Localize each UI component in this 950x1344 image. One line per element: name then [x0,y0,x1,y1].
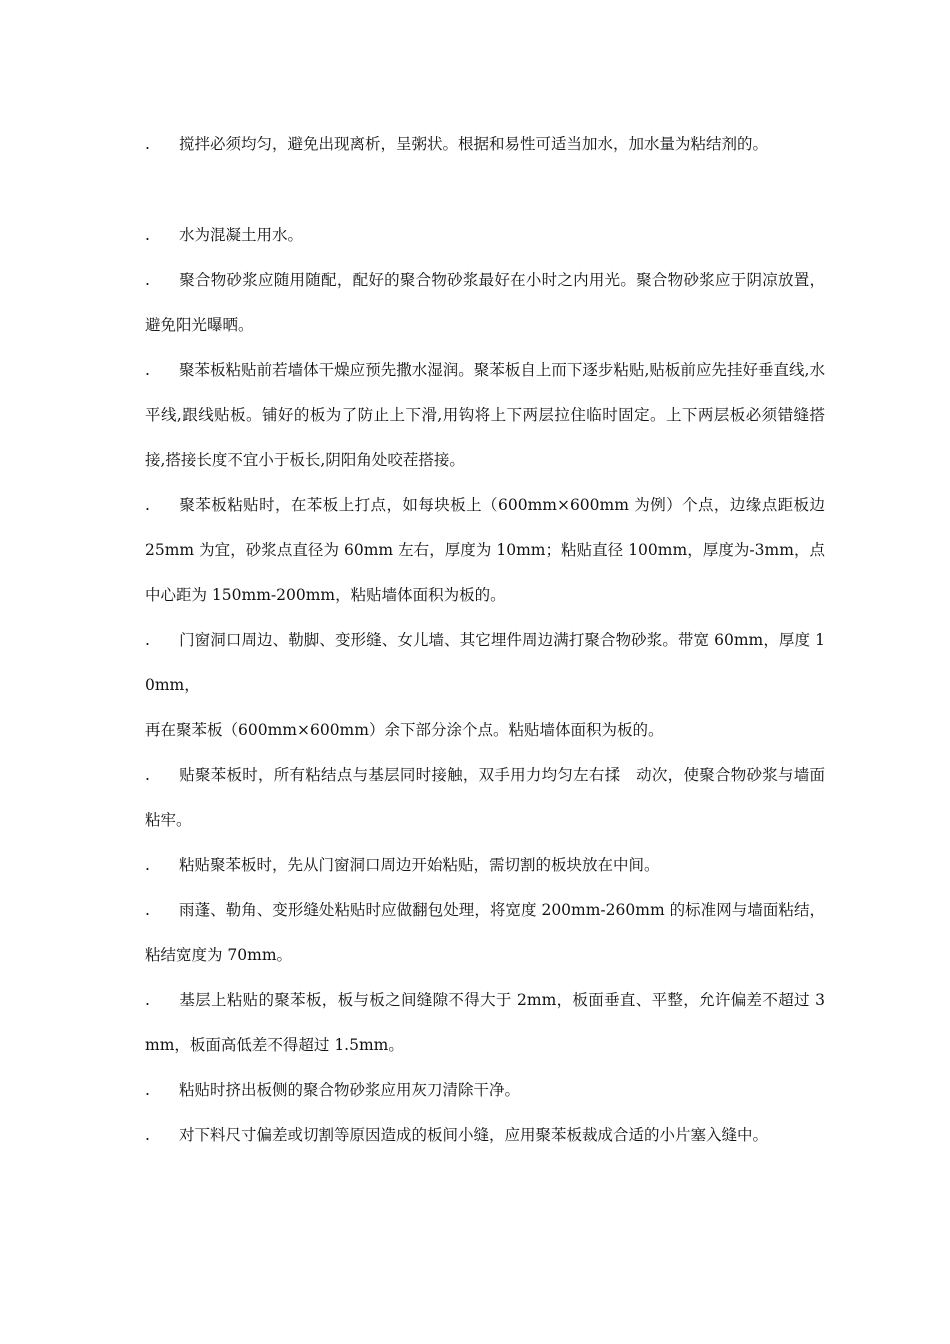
paragraph-text: 基层上粘贴的聚苯板，板与板之间缝隙不得大于 2mm，板面垂直、平整，允许偏差不超过 3mm，板面高低差不得超过 1.5mm。 [145,991,825,1054]
bullet-marker: . [145,271,150,289]
paragraph-text: 聚合物砂浆应随用随配，配好的聚合物砂浆最好在小时之内用光。聚合物砂浆应于阴凉放置，避免阳光曝晒。 [145,271,825,334]
paragraph-order [145,843,825,888]
paragraph-text: 对下料尺寸偏差或切割等原因造成的板间小缝，应用聚苯板裁成合适的小片塞入缝中。 [179,1126,769,1144]
bullet-marker: . [145,496,150,514]
paragraph-text: 粘贴聚苯板时，先从门窗洞口周边开始粘贴，需切割的板块放在中间。 [179,856,660,874]
paragraph-text: 粘贴时挤出板侧的聚合物砂浆应用灰刀清除干净。 [179,1081,521,1099]
paragraph-board-preparation [145,348,825,483]
bullet-marker: . [145,901,150,919]
paragraph-text: 水为混凝土用水。 [179,226,304,244]
bullet-marker: . [145,856,150,874]
bullet-marker: . [145,135,150,153]
paragraph-gap-filling [145,1113,825,1158]
paragraph-remaining-dots [145,708,825,753]
paragraph-mixing [145,122,825,167]
paragraph-text: 聚苯板粘贴时，在苯板上打点，如每块板上（600mm×600mm 为例）个点，边缘点距板边 25mm 为宜，砂浆点直径为 60mm 左右，厚度为 10mm；粘贴直径 100mm，厚度为-3mm，点中心距为 150mm-200mm，粘贴墙体面积为板的。 [145,496,825,604]
bullet-marker: . [145,631,150,649]
paragraph-text: 雨蓬、勒角、变形缝处粘贴时应做翻包处理，将宽度 200mm-260mm 的标准网与墙面粘结，粘结宽度为 70mm。 [145,901,825,964]
bullet-marker: . [145,766,150,784]
paragraph-wrapping [145,888,825,978]
bullet-marker: . [145,361,150,379]
paragraph-text: 聚苯板粘贴前若墙体干燥应预先撒水湿润。聚苯板自上而下逐步粘贴,贴板前应先挂好垂直线,水平线,跟线贴板。铺好的板为了防止上下滑,用钩将上下两层拉住临时固定。上下两层板必须错缝搭接,搭接长度不宜小于板长,阴阳角处咬茬搭接。 [145,361,825,469]
paragraph-openings [145,618,825,708]
paragraph-text: 再在聚苯板（600mm×600mm）余下部分涂个点。粘贴墙体面积为板的。 [145,721,664,739]
bullet-marker: . [145,226,150,244]
document-body [145,122,825,1158]
paragraph-text: 贴聚苯板时，所有粘结点与基层同时接触，双手用力均匀左右揉 动次，使聚合物砂浆与墙面粘牢。 [145,766,825,829]
bullet-marker: . [145,1081,150,1099]
paragraph-text: 门窗洞口周边、勒脚、变形缝、女儿墙、其它埋件周边满打聚合物砂浆。带宽 60mm，厚度 10mm， [145,631,825,694]
paragraph-dot-pattern [145,483,825,618]
paragraph-mortar-usage [145,258,825,348]
paragraph-cleanup [145,1068,825,1113]
bullet-marker: . [145,991,150,1009]
paragraph-water [145,213,825,258]
paragraph-text: 搅拌必须均匀，避免出现离析，呈粥状。根据和易性可适当加水，加水量为粘结剂的。 [179,135,769,153]
paragraph-pressing [145,753,825,843]
bullet-marker: . [145,1126,150,1144]
paragraph-tolerance [145,978,825,1068]
